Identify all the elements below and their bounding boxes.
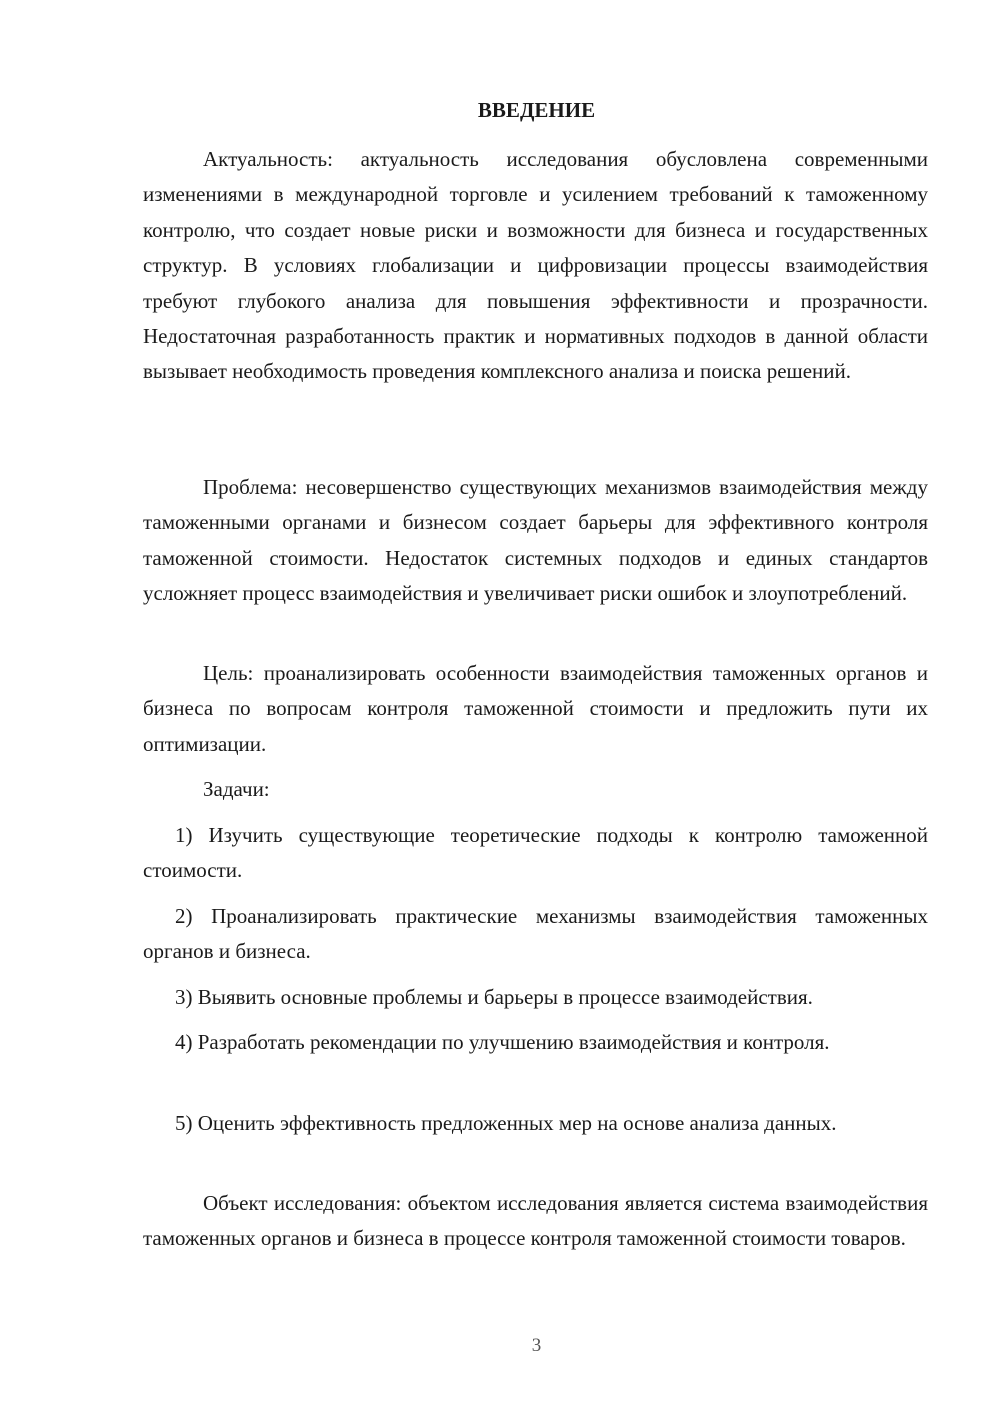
task-item-2: 2) Проанализировать практические механизмы взаимодействия таможенных органов и бизнеса. bbox=[143, 904, 928, 964]
task-item-4: 4) Разработать рекомендации по улучшению взаимодействия и контроля. bbox=[175, 1030, 830, 1054]
task-item-1: 1) Изучить существующие теоретические подходы к контролю таможенной стоимости. bbox=[143, 823, 928, 883]
task-item-3: 3) Выявить основные проблемы и барьеры в процессе взаимодействия. bbox=[175, 985, 813, 1009]
task-item-5: 5) Оценить эффективность предложенных мер на основе анализа данных. bbox=[175, 1111, 837, 1135]
page-number: 3 bbox=[531, 1335, 542, 1356]
tasks-label: Задачи: bbox=[203, 777, 270, 801]
problem-paragraph: Проблема: несовершенство существующих механизмов взаимодействия между таможенными органами и бизнесом создает барьеры для эффективного контроля таможенной стоимости. Недостаток системных подходов и единых стандартов усложняет процесс взаимодействия и увеличивает риски ошибок и злоупотреблений. bbox=[143, 475, 928, 606]
relevance-paragraph: Актуальность: актуальность исследования обусловлена современными изменениями в международной торговле и усилением требований к таможенному контролю, что создает новые риски и возможности для бизнеса и государственных структур. В условиях глобализации и цифровизации процессы взаимодействия требуют глубокого анализа для повышения эффективности и прозрачности. Недостаточная разработанность практик и нормативных подходов в данной области вызывает необходимость проведения комплексного анализа и поиска решений. bbox=[143, 147, 928, 384]
section-heading: ВВЕДЕНИЕ bbox=[477, 98, 596, 122]
object-paragraph: Объект исследования: объектом исследования является система взаимодействия таможенных органов и бизнеса в процессе контроля таможенной стоимости товаров. bbox=[143, 1191, 928, 1251]
goal-paragraph: Цель: проанализировать особенности взаимодействия таможенных органов и бизнеса по вопросам контроля таможенной стоимости и предложить пути их оптимизации. bbox=[143, 661, 928, 756]
